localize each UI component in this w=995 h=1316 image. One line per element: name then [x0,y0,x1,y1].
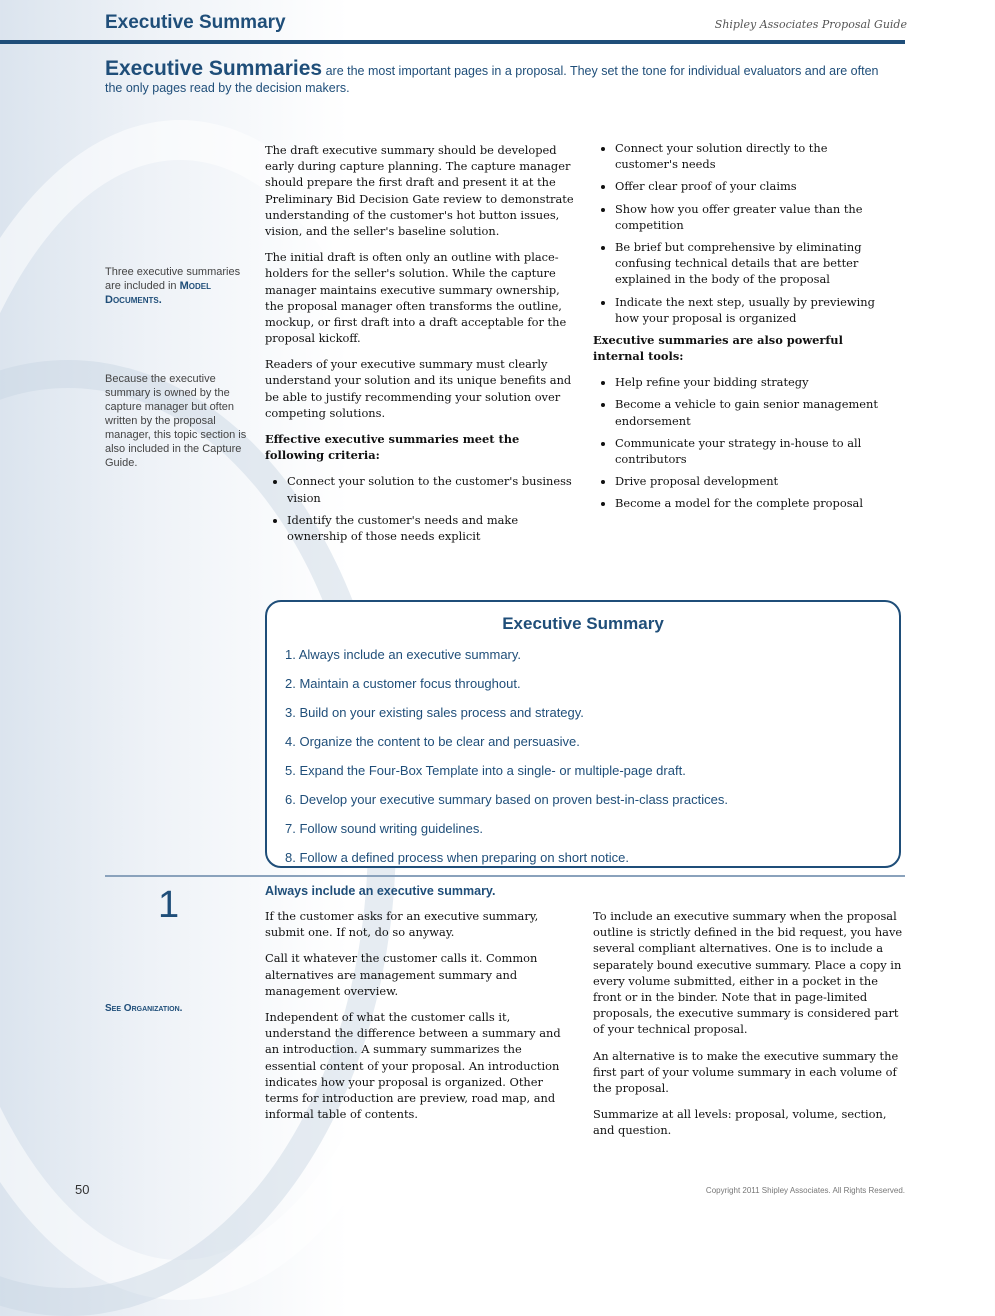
lead-rest: are the most important pages in a proposal. They set the tone for individual evaluators and are often the only pages read by the decision makers. [105,64,879,95]
list-item: • Become a model for the complete proposal [615,495,893,511]
col2-bullet-list-2 [593,374,893,511]
page-header-title: Executive Summary [105,12,286,33]
section1-right-column [593,908,905,1148]
model-documents-link[interactable]: Model Documents. [105,280,211,307]
col2-bullet-list-1 [593,140,893,326]
margin-note-model-documents [105,265,255,307]
section1-paragraph: Call it whatever the customer calls it. Common alternatives are management summary and management overview. [265,951,538,998]
col1-bullet-list [265,473,577,544]
executive-summary-box [265,600,901,868]
section1-left-column [265,908,565,1132]
box-list-item: 4. Organize the content to be clear and persuasive. [285,734,580,749]
list-item: • Indicate the next step, usually by previewing how your proposal is organized [615,294,893,326]
section1-paragraph: Independent of what the customer calls it, understand the difference between a summary and an introduction. A summary summarizes the essential content of your proposal. An introduction indicates how your proposal is organized. Other terms for introduction are preview, road map, and informal table of contents. [265,1009,561,1122]
col1-paragraph: The initial draft is often only an outline with place-holders for the seller's solution. While the capture manager maintains executive summary ownership, the proposal manager often transforms the outline, mockup, or first draft into a draft acceptable for the proposal kickoff. [265,250,567,346]
box-list-item: 7. Follow sound writing guidelines. [285,821,483,836]
see-organization-link[interactable]: See Organization. [105,1003,183,1014]
section1-paragraph: Summarize at all levels: proposal, volume, section, and question. [593,1107,887,1138]
box-list-item: 5. Expand the Four-Box Template into a single- or multiple-page draft. [285,763,686,778]
section1-paragraph: To include an executive summary when the proposal outline is strictly defined in the bid request, you have several compliant alternatives. One is to include a separately bound executive summary. Place a copy in every volume submitted, either in a pocket in the front or in the binder. Note that in page-limited proposals, the executive summary is considered part of your technical proposal. [593,909,903,1037]
section1-paragraph: An alternative is to make the executive summary the first part of your volume summary in each volume of the proposal. [593,1048,899,1095]
box-list-item: 2. Maintain a customer focus throughout. [285,676,521,691]
col2-tools-intro: Executive summaries are also powerful internal tools: [593,332,843,364]
margin-note-text: Three executive summaries are included in [105,266,241,293]
section-number: 1 [158,884,180,926]
lead-paragraph [105,57,885,95]
section1-paragraph: If the customer asks for an executive summary, submit one. If not, do so anyway. [265,909,539,940]
box-title: Executive Summary [502,614,664,633]
list-item: • Be brief but comprehensive by eliminating confusing technical details that are better explained in the body of the proposal [615,239,893,288]
list-item: • Connect your solution directly to the customer's needs [615,140,893,172]
list-item: • Help refine your bidding strategy [615,374,893,390]
list-item: • Become a vehicle to gain senior management endorsement [615,396,893,428]
list-item: • Show how you offer greater value than the competition [615,201,893,233]
header-rule [0,40,905,44]
section-heading: Always include an executive summary. [265,884,496,898]
box-list [267,640,899,872]
list-item: • Offer clear proof of your claims [615,178,893,194]
box-list-item: 6. Develop your executive summary based on proven best-in-class practices. [285,792,728,807]
box-list-item: 8. Follow a defined process when preparing on short notice. [285,850,629,865]
page-header-guide: Shipley Associates Proposal Guide [714,18,907,31]
section-rule [105,875,905,877]
box-list-item: 3. Build on your existing sales process and strategy. [285,705,584,720]
column-2 [593,140,893,518]
list-item: • Communicate your strategy in-house to all contributors [615,435,893,467]
col1-paragraph: The draft executive summary should be developed early during capture planning. The capture manager should prepare the first draft and present it at the Preliminary Bid Decision Gate review to demonstrate understanding of the customer's hot button issues, vision, and the seller's baseline solution. [265,143,574,238]
lead-strong: Executive Summaries [105,57,323,80]
margin-note-capture-guide: Because the executive summary is owned by the capture manager but often written by the proposal manager, this topic section is also included in the Capture Guide. [105,373,247,470]
col1-criteria-intro: Effective executive summaries meet the following criteria: [265,432,520,463]
copyright-notice: Copyright 2011 Shipley Associates. All Rights Reserved. [705,1186,905,1195]
column-1 [265,142,577,550]
list-item: • Connect your solution to the customer's business vision [287,473,577,505]
col1-paragraph: Readers of your executive summary must clearly understand your solution and its unique benefits and be able to justify recommending your solution over competing solutions. [265,357,572,420]
list-item: • Drive proposal development [615,473,893,489]
page-number: 50 [75,1182,90,1197]
box-list-item: 1. Always include an executive summary. [285,647,522,662]
list-item: • Identify the customer's needs and make ownership of those needs explicit [287,512,577,544]
